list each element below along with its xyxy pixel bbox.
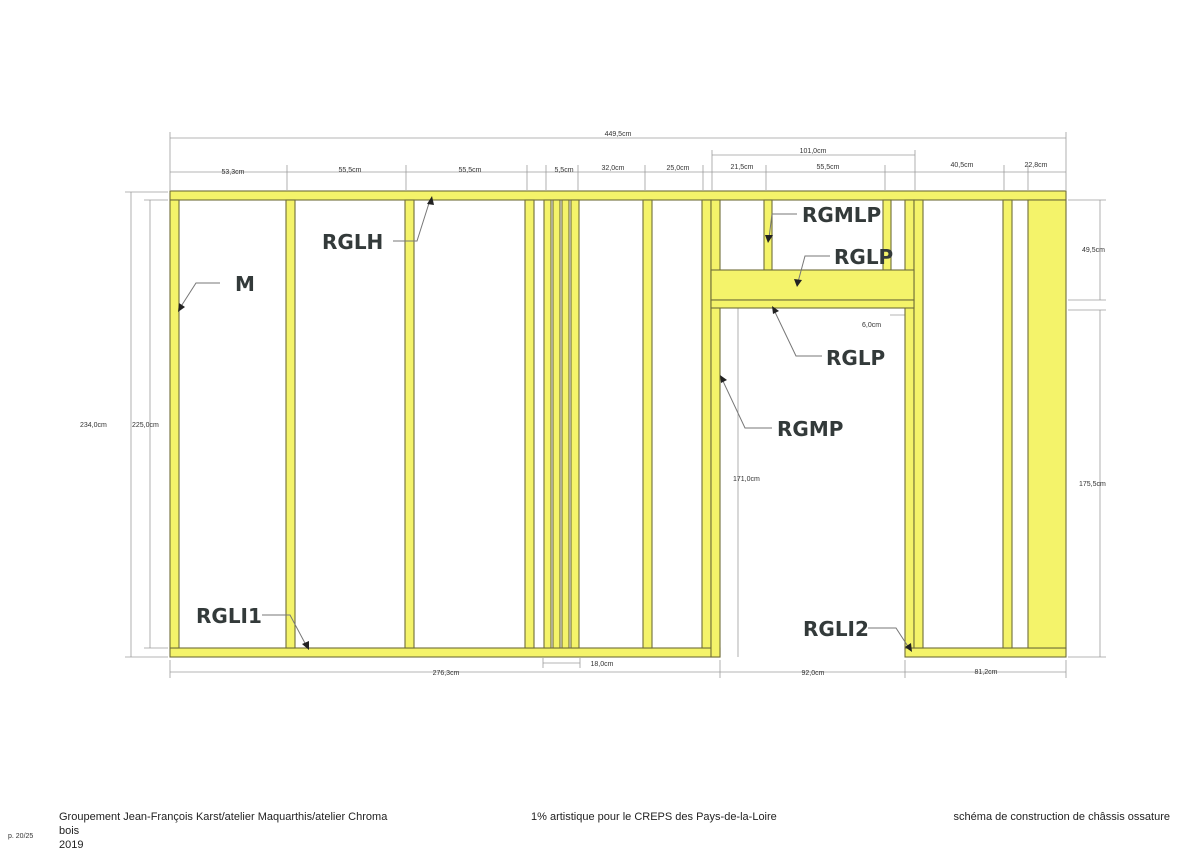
stud	[711, 200, 720, 657]
stud	[571, 200, 579, 648]
dim-segment: 53,3cm	[221, 169, 245, 176]
dim-overall-height: 234,0cm	[80, 422, 107, 429]
stud	[643, 200, 652, 648]
dim-door-width: 92,0cm	[801, 670, 825, 677]
dim-segment: 22,8cm	[1024, 162, 1048, 169]
label-rglp-lower: RGLP	[826, 346, 886, 370]
dim-overall-width: 449,5cm	[604, 131, 632, 138]
dim-segment: 5,5cm	[554, 167, 574, 174]
label-m: M	[235, 272, 255, 296]
footer-title: schéma de construction de châssis ossature	[953, 811, 1170, 823]
footer-credits-line: Groupement Jean-François Karst/atelier Maquarthis/atelier Chroma	[59, 811, 388, 823]
footer-credits-line: bois	[59, 825, 80, 837]
end-block	[1028, 200, 1066, 648]
footer-project: 1% artistique pour le CREPS des Pays-de-la-Loire	[531, 811, 777, 823]
label-rglp-upper: RGLP	[834, 245, 894, 269]
dim-segment: 55,5cm	[816, 164, 840, 171]
stud	[170, 200, 179, 648]
bottom-plate-left	[170, 648, 720, 657]
stud	[553, 200, 560, 648]
dimension-lines	[125, 132, 1106, 678]
dim-opening-top: 101,0cm	[799, 148, 827, 155]
page-number: p. 20/25	[8, 833, 34, 840]
stud	[525, 200, 534, 648]
dim-lintel-gap: 6,0cm	[862, 322, 882, 329]
dim-right-lower: 175,5cm	[1079, 481, 1106, 488]
stud	[1003, 200, 1012, 648]
dim-segment: 21,5cm	[730, 164, 754, 171]
stud	[544, 200, 551, 648]
lintel-lower-plate	[711, 300, 914, 308]
stud	[914, 200, 923, 648]
label-rglh: RGLH	[322, 230, 384, 254]
dimension-texts	[80, 131, 1106, 677]
stud	[905, 200, 914, 648]
stud	[405, 200, 414, 648]
dim-bottom-left: 276,3cm	[432, 670, 460, 677]
stud	[286, 200, 295, 648]
label-rgli2: RGLI2	[803, 617, 869, 641]
label-rgli1: RGLI1	[196, 604, 262, 628]
footer-credits	[59, 810, 387, 852]
label-rgmp: RGMP	[777, 417, 844, 441]
lintel-header	[711, 270, 914, 300]
dim-opening-height: 171,0cm	[733, 476, 760, 483]
stud	[702, 200, 711, 648]
dim-segment: 40,5cm	[950, 162, 974, 169]
dim-segment: 25,0cm	[666, 165, 690, 172]
footer-credits-line: 2019	[59, 839, 84, 851]
top-plate	[170, 191, 1066, 200]
dim-right-upper: 49,5cm	[1082, 247, 1105, 254]
dim-segment: 32,0cm	[601, 165, 625, 172]
dim-inner-height: 225,0cm	[132, 422, 159, 429]
dim-segment: 55,5cm	[458, 167, 482, 174]
dim-bottom-group: 18,0cm	[590, 661, 614, 668]
bottom-plate-right	[905, 648, 1066, 657]
label-rgmlp: RGMLP	[802, 203, 882, 227]
dim-segment: 55,5cm	[338, 167, 362, 174]
timber-frame	[170, 191, 1066, 657]
dim-bottom-right: 81,2cm	[974, 669, 998, 676]
stud	[562, 200, 569, 648]
